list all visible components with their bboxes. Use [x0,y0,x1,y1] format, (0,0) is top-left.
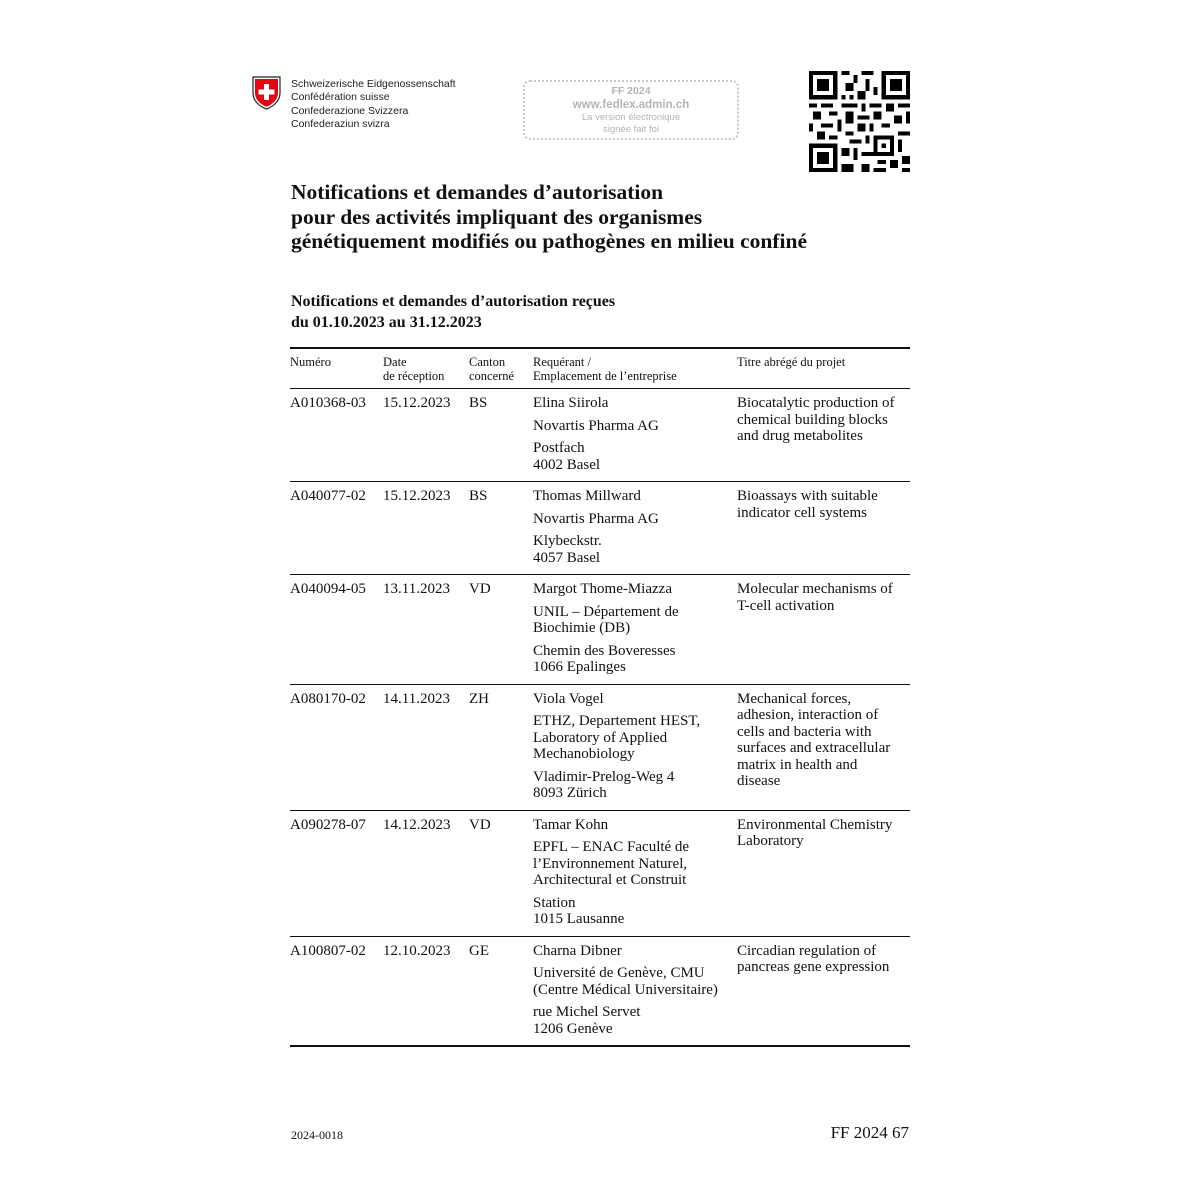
org-line: UNIL – Département de [533,603,679,620]
electronic-version-stamp [523,80,739,140]
subtitle-line: Notifications et demandes d’autorisation reçues [291,293,616,310]
title-line: adhesion, interaction of [737,707,879,723]
org-line: EPFL – ENAC Faculté de [533,839,690,855]
title-line: and drug metabolites [737,428,863,444]
table-row [290,810,910,936]
swiss-crest-icon [252,76,281,110]
document-id: 2024-0018 [291,1128,343,1142]
org-line: Architectural et Construit [533,872,687,888]
org-line: ETHZ, Departement HEST, [533,713,701,729]
requerant-person: Thomas Millward [533,488,641,504]
cell-project-title [737,575,910,685]
address-line: 8093 Zürich [533,785,607,801]
header-canton-line-2: concerné [469,369,515,383]
confederation-rm: Confederaziun svizra [291,118,390,131]
cell-requerant [533,482,737,575]
title-line: Bioassays with suitable [737,488,878,504]
requerant-address [533,1004,737,1037]
requerant-organisation [533,511,737,528]
requerant-organisation [533,418,737,435]
table-row [290,482,910,575]
address-line: rue Michel Servet [533,1004,641,1020]
cell-project-title [737,482,910,575]
org-line: Université de Genève, CMU [533,965,705,981]
cell-canton: BS [469,395,488,411]
requerant-organisation [533,839,737,889]
document-title [291,180,807,254]
cell-date: 12.10.2023 [383,942,451,959]
requerant-organisation [533,604,737,637]
cell-numero: A080170-02 [290,690,366,707]
title-line: disease [737,773,781,789]
requerant-person: Margot Thome-Miazza [533,581,672,597]
header-requerant-line-2: Emplacement de l’entreprise [533,369,677,383]
cell-numero: A040094-05 [290,581,366,597]
cell-requerant [533,684,737,810]
org-line: Mechanobiology [533,746,635,762]
address-line: 1066 Epalinges [533,659,626,675]
title-line: cells and bacteria with [737,723,872,740]
header-date [383,348,469,389]
page-reference: FF 2024 67 [830,1123,909,1142]
address-line: 4057 Basel [533,549,601,566]
address-line: Vladimir-Prelog-Weg 4 [533,768,675,785]
cell-project-title [737,684,910,810]
table-row [290,389,910,482]
requerant-organisation [533,965,737,998]
title-line: Mechanical forces, [737,690,852,707]
table-row [290,684,910,810]
header-canton [469,348,533,389]
cell-date: 14.12.2023 [383,816,451,833]
header-requerant [533,348,737,389]
cell-project-title [737,810,910,936]
table-header-row [290,348,910,389]
cell-requerant [533,575,737,685]
cell-canton: BS [469,488,488,504]
cell-project-title [737,936,910,1046]
document-subtitle [291,291,615,333]
title-line: Environmental Chemistry [737,816,893,833]
cell-canton: VD [469,581,491,597]
title-line: génétiquement modifiés ou pathogènes en milieu confiné [291,229,807,253]
title-line: pancreas gene expression [737,959,890,975]
org-line: Biochimie (DB) [533,620,631,636]
confederation-fr: Confédération suisse [291,91,390,104]
header-titre: Titre abrégé du projet [737,348,910,389]
org-line: Laboratory of Applied [533,729,668,746]
cell-canton: GE [469,942,489,959]
requerant-address [533,895,737,928]
address-line: 4002 Basel [533,456,601,473]
title-line: Circadian regulation of [737,942,877,959]
header-date-line-1: Date [383,355,407,369]
requerant-organisation [533,713,737,763]
title-line: pour des activités impliquant des organismes [291,204,703,229]
title-line: matrix in health and [737,756,858,773]
header-numero: Numéro [290,348,383,389]
requerant-person: Tamar Kohn [533,816,609,833]
subtitle-line: du 01.10.2023 au 31.12.2023 [291,314,482,331]
cell-canton: VD [469,816,491,833]
confederation-de: Schweizerische Eidgenossenschaft [291,78,456,90]
title-line: indicator cell systems [737,504,867,521]
requerant-person: Viola Vogel [533,690,604,707]
org-line: (Centre Médical Universitaire) [533,981,718,998]
cell-numero: A090278-07 [290,816,366,833]
title-line: Notifications et demandes d’autorisation [291,180,664,204]
applications-table [290,347,910,1047]
address-line: 1206 Genève [533,1020,613,1037]
title-line: T-cell activation [737,597,835,614]
cell-canton: ZH [469,690,489,707]
title-line: Biocatalytic production of [737,395,895,411]
confederation-it: Confederazione Svizzera [291,104,409,117]
address-line: Station [533,894,576,911]
cell-requerant [533,389,737,482]
cell-project-title [737,389,910,482]
org-line: Novartis Pharma AG [533,417,659,434]
title-line: Molecular mechanisms of [737,581,893,597]
cell-date: 15.12.2023 [383,488,451,504]
requerant-address [533,769,737,802]
address-line: Klybeckstr. [533,533,602,549]
cell-date: 14.11.2023 [383,690,450,707]
requerant-address [533,533,737,566]
address-line: Postfach [533,440,585,456]
requerant-address [533,440,737,473]
stamp-line-3: La version électronique [581,112,681,123]
cell-numero: A010368-03 [290,395,366,411]
address-line: 1015 Lausanne [533,911,625,927]
cell-requerant [533,810,737,936]
header-date-line-2: de réception [383,369,445,383]
cell-numero: A100807-02 [290,942,366,959]
requerant-person: Charna Dibner [533,942,622,959]
cell-requerant [533,936,737,1046]
requerant-person: Elina Siirola [533,395,609,411]
org-line: Novartis Pharma AG [533,510,659,527]
table-row [290,575,910,685]
cell-date: 15.12.2023 [383,395,451,411]
confederation-names [291,78,456,132]
stamp-line-2: www.fedlex.admin.ch [572,99,690,111]
header-canton-line-1: Canton [469,355,506,369]
requerant-address [533,643,737,676]
cell-date: 13.11.2023 [383,581,450,597]
cell-numero: A040077-02 [290,488,366,504]
address-line: Chemin des Boveresses [533,642,676,659]
title-line: chemical building blocks [737,411,888,428]
stamp-line-4: signée fait foi [603,124,659,135]
title-line: Laboratory [737,833,804,849]
org-line: l’Environnement Naturel, [533,855,688,872]
header-requerant-line-1: Requérant / [533,355,591,369]
title-line: surfaces and extracellular [737,740,891,756]
stamp-line-1: FF 2024 [611,85,651,97]
qr-code-icon [809,71,910,172]
table-row [290,936,910,1046]
